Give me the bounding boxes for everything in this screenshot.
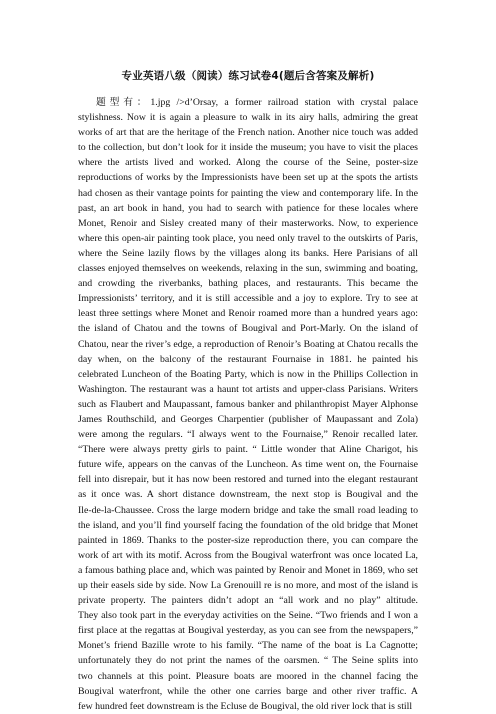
body-line: least three settings where Monet and Renoir roamed more than a hundred years ago: [78,308,418,320]
body-line: fell into disrepair, but it has now been restored and turned into the elegant restaurant [78,474,418,486]
body-line: Chatou, near the river’s edge, a reproduction of Renoir’s Boating at Chatou recalls the [78,338,418,350]
body-line: works of art that are the heritage of the French nation. Another nice touch was added [78,127,418,139]
body-line: reproductions of works by the Impressionists have been set up at the spots the artists [78,172,418,184]
body-line: past, an art book in hand, you had to search with patience for these locales where [78,202,418,214]
body-line: Monet’s friend Bazille wrote to his family. “The name of the boat is La Cagnotte; [78,640,418,652]
body-line: private property. The painters didn’t adopt an “all work and no play” altitude. [78,595,418,607]
body-line: to the collection, but don’t look for it inside the museum; you have to visit the places [78,142,418,154]
body-line: James Routhschild, and Georges Charpentier (publisher of Maupassant and Zola) [78,413,418,425]
body-line: as it once was. A short distance downstream, the next stop is Bougival and the [78,489,418,501]
body-line: Impressionists’ territory, and it is still accessible and a joy to explore. Try to see at [78,293,418,305]
body-line: unfortunately they do not print the names of the oarsmen. “ The Seine splits into [78,655,418,667]
body-line: up their easels side by side. Now La Grenouill re is no more, and most of the island is [78,580,418,591]
body-line: classes enjoyed themselves on weekends, relaxing in the sun, swimming and boating, [78,263,418,275]
body-line: first place at the regattas at Bougival yesterday, as you can see from the newspapers,” [78,625,418,637]
body-line: 题型有：1.jpg />d’Orsay, a former railroad station with crystal palace [96,97,418,108]
body-line: work of art with its motif. Across from the Bougival waterfront was once located La, [78,549,418,561]
document-title: 专业英语八级（阅读）练习试卷4(题后含答案及解析) [121,70,375,82]
body-line: the island of Chatou and the towns of Bougival and Port-Marly. On the island of [78,323,418,335]
body-line: day when, on the balcony of the restaurant Fournaise in 1881. he painted his [78,353,418,365]
body-line: painted in 1869. Thanks to the poster-size reproduction there, you can compare the [78,534,418,546]
body-line: such as Flaubert and Maupassant, famous banker and philanthropist Mayer Alphonse [78,398,418,410]
body-line: few hundred feet downstream is the Ecluse de Bougival, the old river lock that is still [78,700,413,712]
body-line: where the Seine lazily flows by the villages along its banks. Here Parisians of all [78,247,418,259]
body-line: a famous bathing place and, which was painted by Renoir and Monet in 1869, who set [78,564,418,576]
body-line: future wife, appears on the canvas of the Luncheon. As time went on, the Fournaise [78,459,418,471]
body-line: and crowding the riverbanks, bathing places, and restaurants. This became the [78,278,418,290]
body-line: had chosen as their vantage points for painting the view and contemporary life. In the [78,187,418,199]
body-line: Bougival waterfront, while the other one carries barge and other river traffic. A [78,685,418,697]
body-line: were among the regulars. “I always went to the Fournaise,” Renoir recalled later. [78,429,418,441]
body-line: Monet, Renoir and Sisley created many of their masterworks. Now, to experience [78,217,418,229]
body-line: where this open-air painting took place, you need only travel to the outskirts of Paris, [78,232,418,244]
body-line: celebrated Luncheon of the Boating Party, which is now in the Phillips Collection in [78,368,418,380]
body-line: Ile-de-la-Chaussee. Cross the large modern bridge and take the small road leading to [78,504,418,516]
body-line: two channels at this point. Pleasure boats are moored in the channel facing the [78,670,418,682]
body-line: Washington. The restaurant was a haunt tot artists and upper-class Parisians. Writers [78,383,418,395]
body-text [78,95,418,714]
body-line: “There were always pretty girls to paint. “ Little wonder that Aline Charigot, his [78,444,418,456]
body-line: stylishness. Now it is again a pleasure to walk in its airy halls, admiring the great [78,112,418,124]
body-line: the island, and you’ll find yourself facing the foundation of the old bridge that Monet [78,519,418,531]
body-line: They also took part in the everyday activities on the Seine. “Two friends and I won a [78,610,418,622]
body-line: where the artists lived and worked. Along the course of the Seine, poster-size [78,157,418,169]
